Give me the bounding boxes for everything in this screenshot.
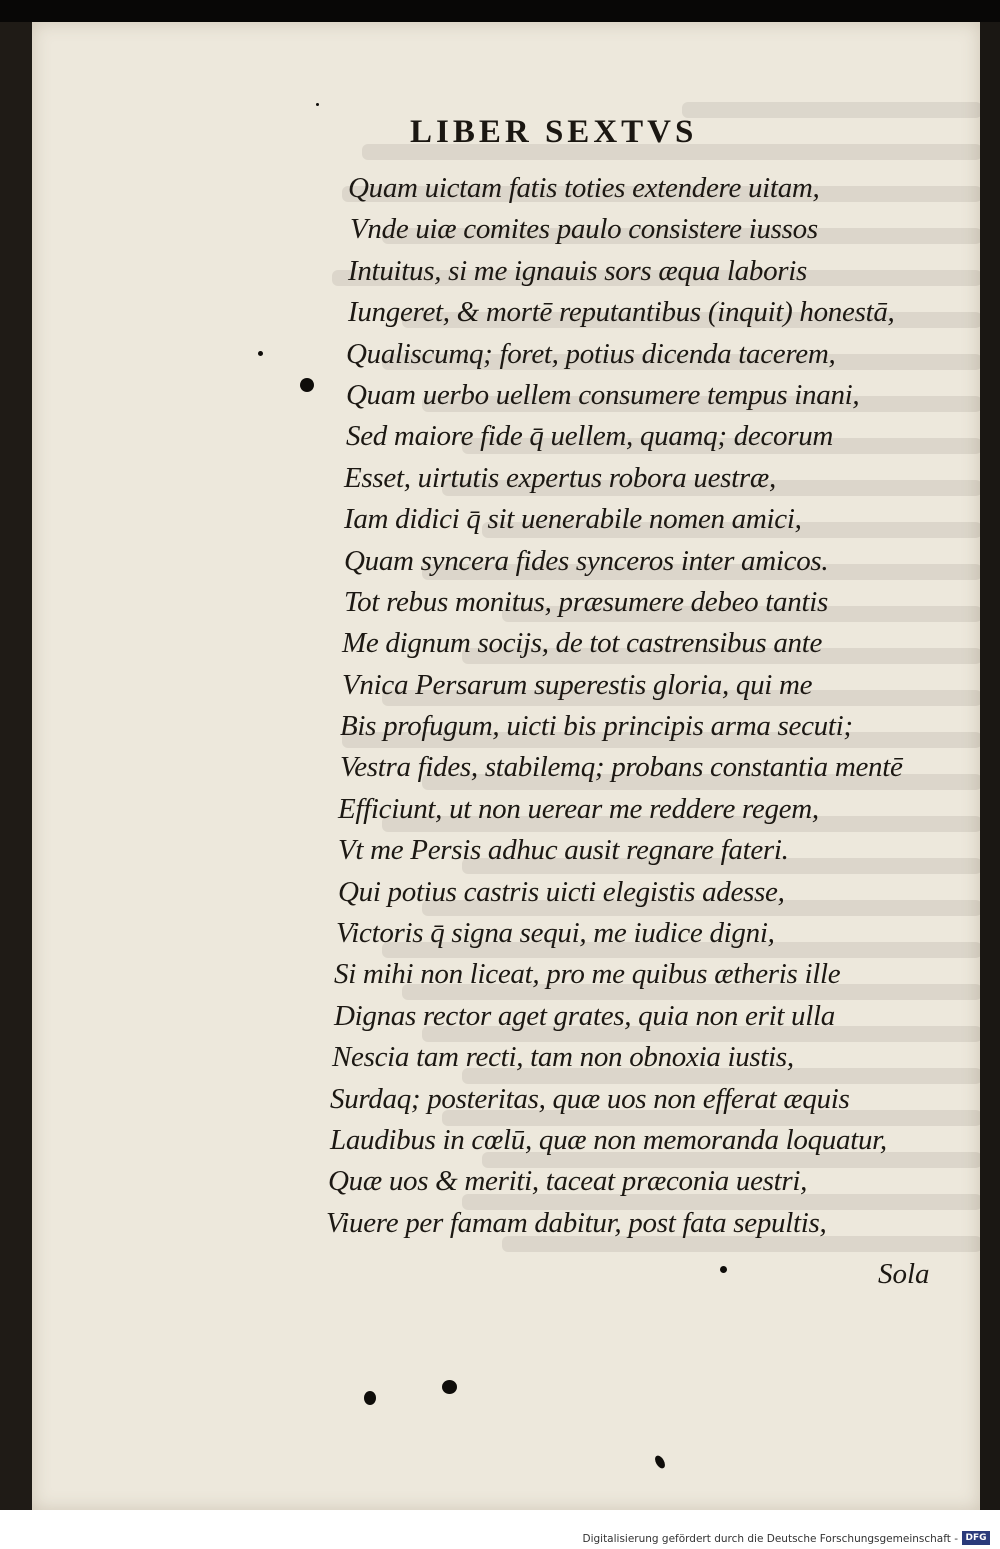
ink-speck [258, 351, 263, 356]
verse-line: Qui potius castris uicti elegistis adesse, [338, 875, 785, 908]
verse-line: Esset, uirtutis expertus robora uestræ, [344, 461, 776, 494]
verse-line: Iungeret, & mortē reputantibus (inquit) honestā, [348, 296, 895, 329]
verse-line: Vnica Persarum superestis gloria, qui me [342, 668, 813, 701]
verse-line: Nescia tam recti, tam non obnoxia iustis, [332, 1041, 794, 1074]
dfg-logo-icon: DFG [962, 1531, 990, 1545]
verse-line: Qualiscumq; foret, potius dicenda tacerem, [346, 337, 836, 370]
ink-speck [316, 103, 319, 106]
verse-line: Victoris q̄ signa sequi, me iudice digni, [336, 917, 775, 950]
verse-line: Dignas rector aget grates, quia non erit ulla [334, 999, 835, 1032]
verse-line: Efficiunt, ut non uerear me reddere regem, [338, 792, 819, 825]
footer-credit: Digitalisierung gefördert durch die Deutsche Forschungsgemeinschaft - [582, 1533, 958, 1545]
verse-line: Vt me Persis adhuc ausit regnare fateri. [338, 834, 789, 867]
verse-line: Quæ uos & meriti, taceat præconia uestri, [328, 1165, 808, 1198]
verse-line: Si mihi non liceat, pro me quibus ætheris ille [334, 958, 841, 991]
verse-line: Quam syncera fides synceros inter amicos. [344, 544, 829, 577]
verse-line: Sed maiore fide q̄ uellem, quamq; decorum [346, 420, 834, 453]
ink-speck [300, 378, 314, 392]
catchword: Sola [878, 1258, 930, 1290]
verse-line: Me dignum socijs, de tot castrensibus ante [342, 627, 823, 660]
verse-line: Bis profugum, uicti bis principis arma secuti; [340, 710, 853, 743]
running-head: LIBER SEXTVS [410, 114, 698, 150]
verse-line: Vnde uiæ comites paulo consistere iussos [350, 213, 818, 246]
scan-border-left [0, 22, 32, 1510]
verse-line: Viuere per famam dabitur, post fata sepultis, [326, 1206, 827, 1239]
verse-line: Quam uerbo uellem consumere tempus inani, [346, 378, 860, 411]
verse-line: Tot rebus monitus, præsumere debeo tantis [344, 585, 828, 618]
scan-edge [0, 0, 1000, 22]
scan-border-right [980, 22, 1000, 1510]
verse-line: Intuitus, si me ignauis sors æqua laboris [348, 254, 808, 287]
ink-speck [442, 1380, 457, 1394]
verse-line: Iam didici q̄ sit uenerabile nomen amici, [344, 503, 802, 536]
verse-line: Quam uictam fatis toties extendere uitam, [348, 172, 820, 204]
ink-speck [364, 1391, 376, 1405]
ink-speck [720, 1266, 727, 1273]
verse-block [300, 168, 960, 1244]
verse-line: Vestra fides, stabilemq; probans constantia mentē [340, 751, 903, 784]
verse-line: Surdaq; posteritas, quæ uos non efferat æquis [330, 1082, 850, 1115]
verse-line: Laudibus in cœlū, quæ non memoranda loquatur, [330, 1123, 887, 1156]
